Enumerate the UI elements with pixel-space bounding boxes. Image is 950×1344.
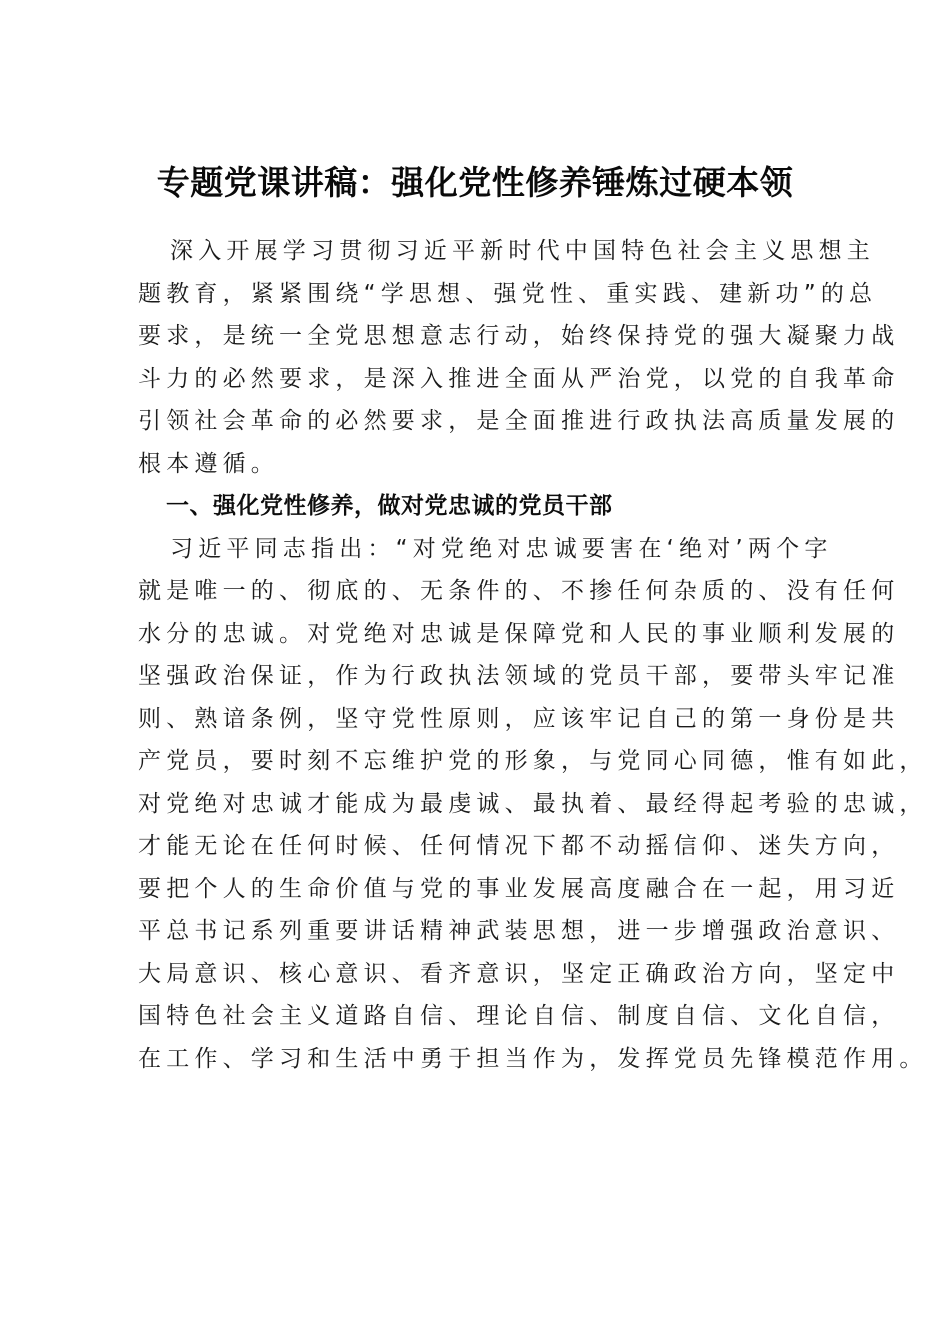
paragraph-line: 就是唯一的、彻底的、无条件的、不掺任何杂质的、没有任何	[138, 578, 900, 604]
paragraph-line: 题教育，紧紧围绕“学思想、强党性、重实践、建新功”的总	[138, 280, 878, 307]
paragraph-line: 要求，是统一全党思想意志行动，始终保持党的强大凝聚力战	[138, 323, 900, 349]
paragraph-line: 坚强政治保证，作为行政执法领域的党员干部，要带头牢记准	[138, 663, 900, 689]
paragraph-line: 平总书记系列重要讲话精神武装思想，进一步增强政治意识、	[138, 918, 900, 944]
paragraph-line: 斗力的必然要求，是深入推进全面从严治党，以党的自我革命	[138, 365, 900, 392]
paragraph-line: 深入开展学习贯彻习近平新时代中国特色社会主义思想主	[170, 238, 875, 264]
section-1-paragraph	[138, 528, 928, 1081]
paragraph-line: 则、熟谙条例，坚守党性原则，应该牢记自己的第一身份是共	[138, 705, 900, 732]
paragraph-line: 根本遵循。	[138, 450, 279, 477]
document-body	[138, 230, 928, 1080]
intro-paragraph	[138, 230, 900, 485]
paragraph-line: 要把个人的生命价值与党的事业发展高度融合在一起，用习近	[138, 875, 900, 902]
paragraph-line: 产党员，要时刻不忘维护党的形象，与党同心同德，惟有如此，	[138, 748, 928, 774]
paragraph-line: 习近平同志指出：“对党绝对忠诚要害在‘绝对’两个字	[170, 535, 833, 562]
section-1	[138, 485, 928, 1080]
paragraph-line: 水分的忠诚。对党绝对忠诚是保障党和人民的事业顺利发展的	[138, 620, 900, 647]
paragraph-line: 才能无论在任何时候、任何情况下都不动摇信仰、迷失方向，	[138, 833, 900, 859]
paragraph-line: 国特色社会主义道路自信、理论自信、制度自信、文化自信，	[138, 1003, 900, 1029]
section-heading: 一、强化党性修养，做对党忠诚的党员干部	[166, 493, 613, 519]
document-title: 专题党课讲稿：强化党性修养锤炼过硬本领	[156, 163, 794, 203]
paragraph-line: 对党绝对忠诚才能成为最虔诚、最执着、最经得起考验的忠诚，	[138, 790, 928, 817]
paragraph-line: 引领社会革命的必然要求，是全面推进行政执法高质量发展的	[138, 408, 900, 434]
paragraph-line: 在工作、学习和生活中勇于担当作为，发挥党员先锋模范作用。	[138, 1045, 928, 1072]
paragraph-line: 大局意识、核心意识、看齐意识，坚定正确政治方向，坚定中	[138, 960, 900, 987]
